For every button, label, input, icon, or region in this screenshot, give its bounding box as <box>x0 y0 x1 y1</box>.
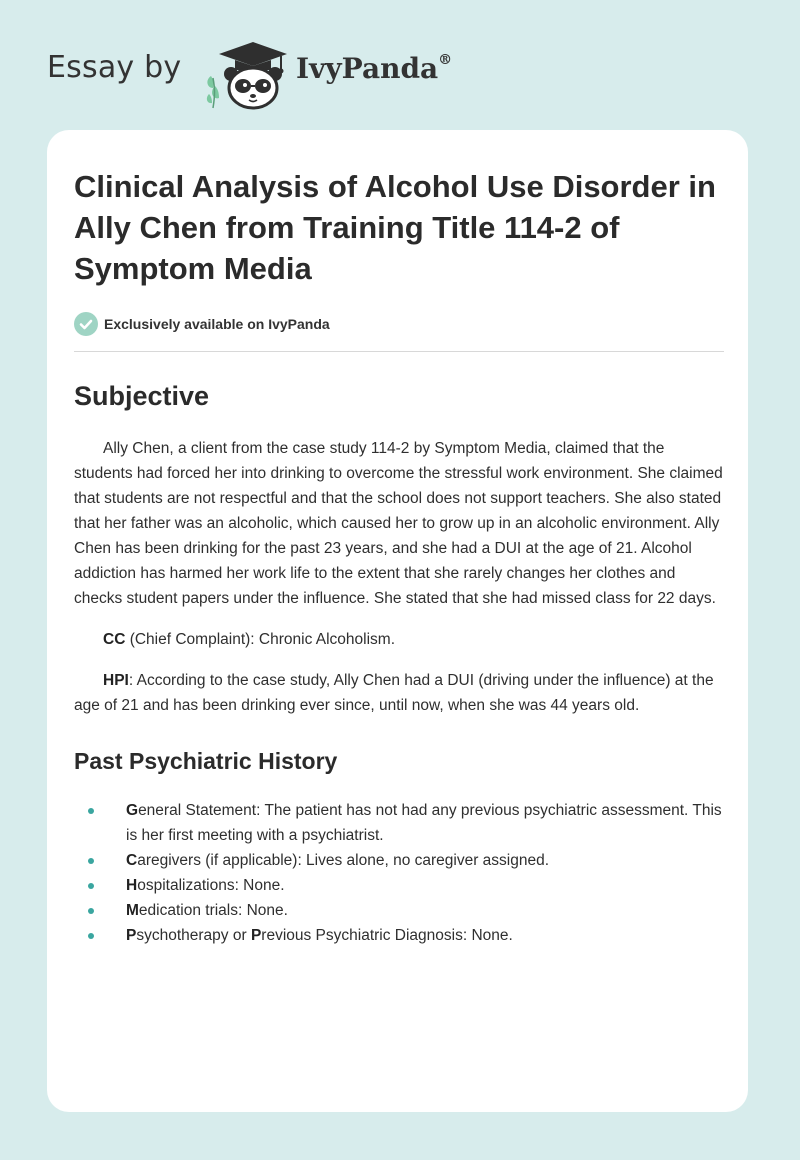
cc-label: CC <box>103 631 126 648</box>
bullet-icon <box>88 808 94 814</box>
chief-complaint-paragraph <box>74 627 724 652</box>
essay-content <box>74 166 724 948</box>
hpi-paragraph <box>74 668 724 718</box>
exclusive-badge <box>74 311 724 337</box>
brand-prefix: Essay by <box>47 50 182 85</box>
check-circle-icon <box>74 312 98 336</box>
brand-header[interactable] <box>47 36 507 116</box>
section-heading-psychiatric-history: Past Psychiatric History <box>74 748 338 774</box>
brand-name: IvyPanda® <box>296 51 453 85</box>
hpi-text: : According to the case study, Ally Chen had a DUI (driving under the influence) at the age of 21 and has been drinking ever since, until now, when she was 44 years old. <box>74 672 714 714</box>
list-item: Hospitalizations: None. <box>74 873 724 898</box>
bullet-icon <box>88 858 94 864</box>
bullet-icon <box>88 883 94 889</box>
list-item: Psychotherapy or Previous Psychiatric Diagnosis: None. <box>74 923 724 948</box>
essay-card <box>47 130 748 1112</box>
history-list <box>74 798 724 948</box>
subjective-paragraph: Ally Chen, a client from the case study 114-2 by Symptom Media, claimed that the students had forced her into drinking to overcome the stressful work environment. She claimed that students are not respectful and that the school does not support teachers. She also stated that her father was an alcoholic, which caused her to grow up in an alcoholic environment. Ally Chen has been drinking for the past 23 years, and she had a DUI at the age of 21. Alcohol addiction has harmed her work life to the extent that she rarely changes her clothes and checks student papers under the influence. She stated that she had missed class for 22 days. <box>74 440 723 607</box>
list-item: Medication trials: None. <box>74 898 724 923</box>
trademark-symbol: ® <box>438 51 453 68</box>
bullet-icon <box>88 933 94 939</box>
exclusive-text: Exclusively available on IvyPanda <box>104 316 330 332</box>
list-item: Caregivers (if applicable): Lives alone, no caregiver assigned. <box>74 848 724 873</box>
essay-title: Clinical Analysis of Alcohol Use Disorder in Ally Chen from Training Title 114-2 of Symptom Media <box>74 169 716 286</box>
section-heading-subjective: Subjective <box>74 381 210 411</box>
title-divider <box>74 351 724 352</box>
panda-graduate-icon <box>201 36 289 112</box>
cc-text: (Chief Complaint): Chronic Alcoholism. <box>125 631 396 648</box>
list-item: General Statement: The patient has not had any previous psychiatric assessment. This is her first meeting with a psychiatrist. <box>74 798 724 848</box>
bullet-icon <box>88 908 94 914</box>
hpi-label: HPI <box>103 672 129 689</box>
